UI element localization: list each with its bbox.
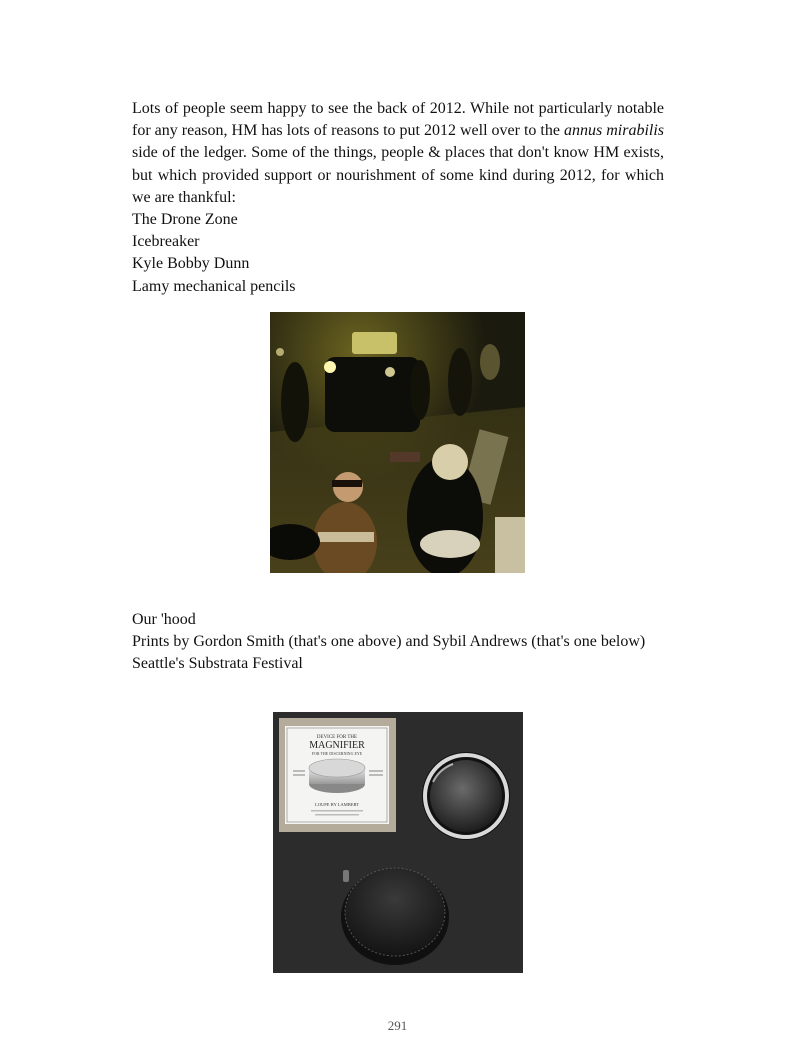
list-item: The Drone Zone xyxy=(132,211,238,229)
text-block-top xyxy=(132,98,664,298)
page-number: 291 xyxy=(387,1018,408,1033)
intro-text-end: side of the ledger. Some of the things, people & places that don't know HM exists, but which provided support or nourishment of some kind during 2012, for which we are thankful: xyxy=(132,144,664,206)
intro-italic-phrase: annus mirabilis xyxy=(563,122,665,140)
product-box-brand: DEVICE FOR THE xyxy=(316,735,358,740)
night-street-photo-art xyxy=(270,312,525,573)
night-street-photo xyxy=(270,312,525,573)
list-item: Seattle's Substrata Festival xyxy=(132,655,303,673)
magnifier-product-photo xyxy=(273,712,523,973)
list-item: Lamy mechanical pencils xyxy=(132,277,296,295)
intro-paragraph xyxy=(132,98,664,209)
list-item: Our 'hood xyxy=(132,611,196,628)
intro-text-start: Lots of people seem happy to see the back of 2012. While not particularly notable for any reason, HM has lots of reasons to put 2012 well over to the xyxy=(132,100,664,140)
product-box-subtitle: FOR THE DISCERNING EYE xyxy=(311,751,363,756)
list-item: Icebreaker xyxy=(132,233,200,251)
list-item: Kyle Bobby Dunn xyxy=(132,255,250,273)
list-item: Prints by Gordon Smith (that's one above) and Sybil Andrews (that's one below) xyxy=(132,633,646,651)
product-box-title: MAGNIFIER xyxy=(309,740,365,751)
product-box-footer: LOUPE BY LAMBERT xyxy=(314,802,360,807)
magnifier-product-art xyxy=(273,712,523,973)
text-block-middle xyxy=(132,609,664,676)
